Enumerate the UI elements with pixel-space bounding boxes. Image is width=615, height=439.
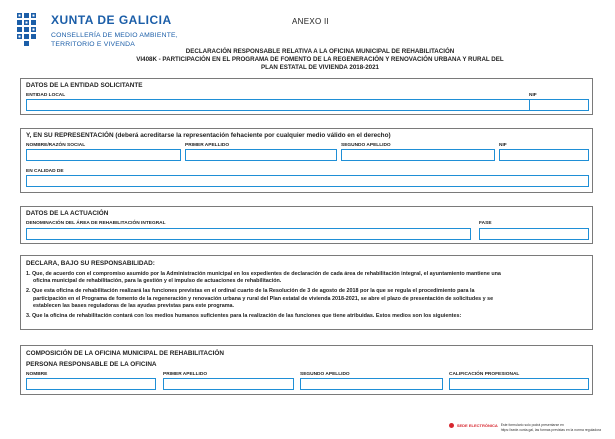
entity-input[interactable]	[26, 99, 531, 111]
representative-section	[20, 128, 593, 193]
office-subtitle: PERSONA RESPONSABLE DE LA OFICINA	[26, 361, 157, 368]
rep-nif-label: NIF	[499, 143, 507, 148]
document-title-line-1: DECLARACIÓN RESPONSABLE RELATIVA A LA OFICINA MUNICIPAL DE REHABILITACIÓN	[185, 48, 455, 55]
office-name-label: NOMBRE	[26, 372, 48, 377]
declaration-item-2-line-3: establecen las bases reguladoras de las ayudas previstas para este programa.	[33, 303, 235, 309]
declaration-item-3: 3. Que la oficina de rehabilitación contará con los medios humanos suficientes para la realización de las funciones que tiene atribuidas. Estos medios son los siguientes:	[26, 313, 462, 319]
phase-label: FASE	[479, 221, 492, 226]
brand-name: XUNTA DE GALICIA	[51, 13, 172, 27]
rep-name-input[interactable]	[26, 149, 181, 161]
footer-text	[501, 423, 601, 432]
phase-input[interactable]	[479, 228, 589, 240]
entity-label: ENTIDAD LOCAL	[26, 93, 66, 98]
office-qualification-label: CALIFICACIÓN PROFESIONAL	[449, 372, 520, 377]
rep-surname2-input[interactable]	[341, 149, 495, 161]
footer-brand: SEDE ELECTRÓNICA	[456, 423, 498, 429]
rep-surname1-input[interactable]	[185, 149, 337, 161]
applicant-section	[20, 78, 593, 115]
area-label: DENOMINACIÓN DEL ÁREA DE REHABILITACIÓN INTEGRAL	[26, 221, 166, 226]
document-title-line-2: VI408K - PARTICIPACIÓN EN EL PROGRAMA DE FOMENTO DE LA REGENERACIÓN Y RENOVACIÓN URBANA Y RURAL DEL	[136, 56, 504, 63]
footer-text-line-1: Este formulario solo podrá presentarse en	[500, 423, 564, 428]
xunta-cross-logo-icon	[14, 10, 46, 50]
office-section-title: COMPOSICIÓN DE LA OFICINA MUNICIPAL DE REHABILITACIÓN	[26, 350, 224, 357]
footer	[449, 423, 601, 432]
office-section	[20, 345, 593, 395]
office-name-input[interactable]	[26, 378, 156, 390]
applicant-nif-input[interactable]	[529, 99, 589, 111]
rep-nif-input[interactable]	[499, 149, 589, 161]
sede-electronica-icon	[449, 423, 454, 428]
annex-label: ANEXO II	[292, 17, 330, 26]
rep-surname1-label: PRIMER APELLIDO	[185, 143, 230, 148]
office-surname2-input[interactable]	[300, 378, 443, 390]
rep-capacity-input[interactable]	[26, 175, 589, 187]
department-line-1: CONSELLERÍA DE MEDIO AMBIENTE,	[51, 32, 178, 39]
department-line-2: TERRITORIO E VIVENDA	[51, 41, 135, 48]
office-qualification-input[interactable]	[449, 378, 589, 390]
action-section-title: DATOS DE LA ACTUACIÓN	[26, 210, 109, 217]
rep-capacity-label: EN CALIDAD DE	[26, 169, 64, 174]
rep-name-label: NOMBRE/RAZÓN SOCIAL	[26, 143, 86, 148]
applicant-section-title: DATOS DE LA ENTIDAD SOLICITANTE	[26, 82, 143, 89]
office-surname1-label: PRIMER APELLIDO	[163, 372, 208, 377]
declaration-item-2-line-1: 2. Que esta oficina de rehabilitación realizará las funciones previstas en el ordinal cuarto de la Resolución de 3 de agosto de 2018 por la que se regula el procedimiento para la	[26, 288, 475, 294]
footer-text-line-2: https://sede.xunta.gal, las formas previstas en la norma reguladora	[500, 427, 601, 432]
declaration-item-1-line-2: oficina municipal de rehabilitación, para la gestión y el impulso de actuaciones de rehabilitación.	[33, 278, 282, 284]
representative-section-title: Y, EN SU REPRESENTACIÓN (deberá acreditarse la representación fehaciente por cualquier medio válido en el derecho)	[26, 132, 391, 139]
rep-surname2-label: SEGUNDO APELLIDO	[341, 143, 391, 148]
action-section	[20, 206, 593, 244]
area-input[interactable]	[26, 228, 471, 240]
declaration-title: DECLARA, BAJO SU RESPONSABILIDAD:	[26, 260, 155, 267]
declaration-item-1-line-1: 1. Que, de acuerdo con el compromiso asumido por la Administración municipal en los expedientes de declaración de cada área de rehabilitación integral, el ayuntamiento mantiene una	[26, 271, 501, 277]
office-surname1-input[interactable]	[163, 378, 294, 390]
applicant-nif-label: NIF	[529, 93, 537, 98]
document-title-line-3: PLAN ESTATAL DE VIVIENDA 2018-2021	[261, 64, 379, 71]
office-surname2-label: SEGUNDO APELLIDO	[300, 372, 350, 377]
declaration-section	[20, 255, 593, 330]
declaration-item-2-line-2: participación en el Programa de fomento de la regeneración y renovación urbana y rural del Plan estatal de vivienda 2018-2021, se abre el plazo de presentación de solicitudes y se	[33, 295, 494, 302]
